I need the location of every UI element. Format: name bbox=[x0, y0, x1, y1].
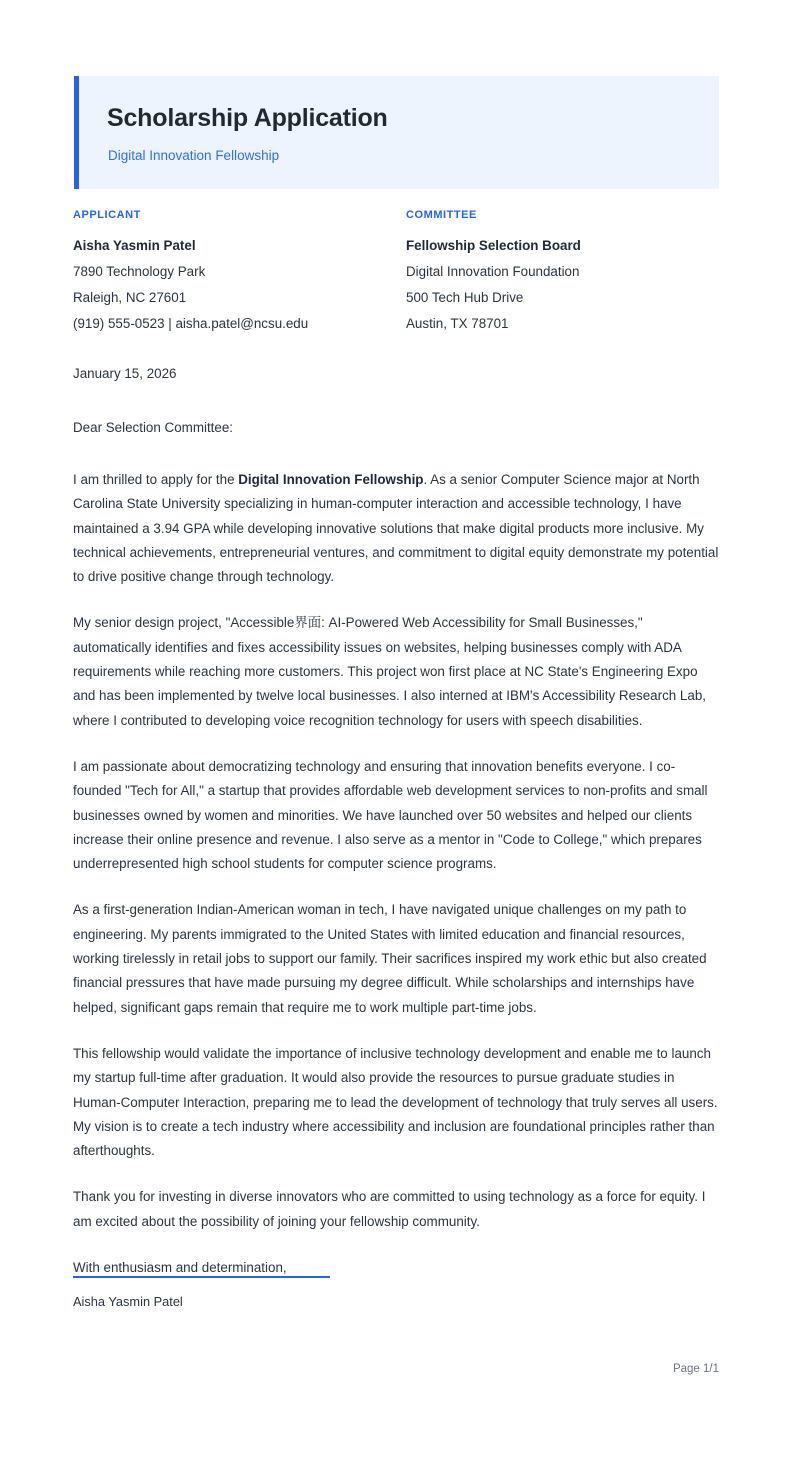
applicant-block bbox=[73, 209, 406, 337]
committee-label: COMMITTEE bbox=[406, 209, 477, 221]
letter-date: January 15, 2026 bbox=[73, 366, 177, 381]
page-title: Scholarship Application bbox=[107, 104, 388, 132]
letter-closing: With enthusiasm and determination, bbox=[73, 1260, 287, 1276]
applicant-street: 7890 Technology Park bbox=[73, 264, 206, 280]
address-row bbox=[73, 209, 719, 337]
committee-city-state-zip: Austin, TX 78701 bbox=[406, 316, 509, 332]
committee-name: Fellowship Selection Board bbox=[406, 238, 581, 254]
letter-body bbox=[73, 362, 719, 1280]
page-number: Page 1/1 bbox=[672, 1363, 719, 1375]
letter-paragraph-5: This fellowship would validate the importance of inclusive technology development and enable me to launch my startup full-time after graduation. It would also provide the resources to pursue graduate studies in Human-Computer Interaction, preparing me to lead the development of technology that truly serves all users. My vision is to create a tech industry where accessibility and inclusion are foundational principles rather than afterthoughts. bbox=[73, 1045, 718, 1159]
signature-block bbox=[73, 1276, 473, 1312]
page-subtitle: Digital Innovation Fellowship bbox=[108, 148, 280, 163]
applicant-contact: (919) 555-0523 | aisha.patel@ncsu.edu bbox=[73, 316, 309, 332]
letter-paragraph-3: I am passionate about democratizing technology and ensuring that innovation benefits everyone. I co-founded "Tech for All," a startup that provides affordable web development services to non-profits and small businesses owned by women and minorities. We have launched over 50 websites and helped our clients increase their online presence and revenue. I also serve as a mentor in "Code to College," which prepares underrepresented high school students for computer science programs. bbox=[73, 758, 708, 872]
letter-paragraph-2: My senior design project, "Accessible界面: AI-Powered Web Accessibility for Small Businesses," automatically identifies and fixes accessibility issues on websites, helping businesses comply with ADA requirements while reaching more customers. This project won first place at NC State's Engineering Expo and has been implemented by twelve local businesses. I also interned at IBM's Accessibility Research Lab, where I contributed to developing voice recognition technology for users with speech disabilities. bbox=[73, 615, 706, 728]
applicant-city-state-zip: Raleigh, NC 27601 bbox=[73, 290, 187, 306]
page-footer bbox=[73, 1363, 719, 1375]
applicant-label: APPLICANT bbox=[73, 209, 141, 221]
committee-block bbox=[406, 209, 719, 337]
letter-paragraph-1 bbox=[73, 468, 719, 589]
letter-salutation: Dear Selection Committee: bbox=[73, 420, 234, 435]
document-header bbox=[74, 76, 719, 189]
paragraph-1-text-rest: . As a senior Computer Science major at North Carolina State University specializing in human-computer interaction and accessible technology, I have maintained a 3.94 GPA while developing innovative solutions that make digital products more inclusive. My technical achievements, entrepreneurial ventures, and commitment to digital equity demonstrate my potential to drive positive change through technology. bbox=[73, 472, 719, 585]
paragraph-1-text-lead: I am thrilled to apply for the bbox=[73, 472, 239, 487]
letter-paragraph-6: Thank you for investing in diverse innovators who are committed to using technology as a force for equity. I am excited about the possibility of joining your fellowship community. bbox=[73, 1189, 706, 1229]
letter-paragraph-4: As a first-generation Indian-American woman in tech, I have navigated unique challenges on my path to engineering. My parents immigrated to the United States with limited education and financial resources, working tirelessly in retail jobs to support our family. Their sacrifices inspired my work ethic but also created financial pressures that have made pursuing my degree difficult. While scholarships and internships have helped, significant gaps remain that require me to work multiple part-time jobs. bbox=[73, 902, 707, 1015]
signature-name: Aisha Yasmin Patel bbox=[73, 1294, 183, 1309]
fellowship-name-emphasis: Digital Innovation Fellowship bbox=[238, 472, 424, 487]
committee-organization: Digital Innovation Foundation bbox=[406, 264, 580, 280]
signature-line bbox=[73, 1276, 330, 1278]
committee-street: 500 Tech Hub Drive bbox=[406, 290, 524, 306]
applicant-name: Aisha Yasmin Patel bbox=[73, 238, 196, 254]
